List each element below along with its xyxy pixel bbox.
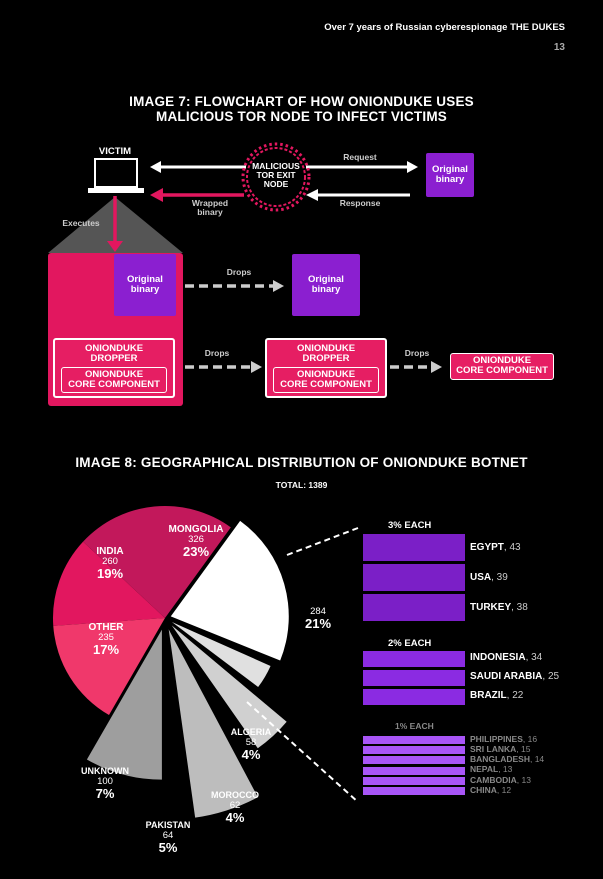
core2-l1: ONIONDUKE (296, 369, 356, 380)
country-label (470, 765, 512, 775)
orig-drop-l1: Original (308, 274, 344, 285)
drops-label-1: Drops (226, 267, 252, 277)
node-line3: NODE (263, 179, 289, 189)
slice-label-algeria: ALGERIA 58 4% (230, 727, 272, 762)
country-label (470, 786, 511, 796)
drops-label-2: Drops (204, 348, 230, 358)
core1-l1: ONIONDUKE (84, 369, 144, 380)
country-bar (363, 670, 465, 686)
orig-top-l2: binary (435, 174, 465, 185)
country-label (470, 672, 559, 683)
wrapped-line2: binary (197, 207, 223, 217)
response-label: Response (339, 198, 381, 208)
country-name: NEPAL (470, 764, 499, 775)
group-label-2pct: 2% EACH (388, 638, 432, 649)
country-label (470, 691, 523, 702)
dropper-box-dropped (265, 338, 387, 398)
country-name: CAMBODIA (470, 774, 517, 785)
node-line2: TOR EXIT (256, 170, 296, 180)
country-bar (363, 594, 465, 621)
dd1-l2: DROPPER (90, 353, 138, 364)
wrapped-binary-arrow-icon (150, 188, 163, 202)
image7-title-line1: IMAGE 7: FLOWCHART OF HOW ONIONDUKE USES (129, 94, 474, 109)
orig-inner-l2: binary (130, 284, 160, 295)
group-label-1pct: 1% EACH (395, 721, 434, 731)
country-bar (363, 534, 465, 561)
country-bar (363, 746, 465, 754)
country-bar (363, 564, 465, 591)
core3-l2: CORE COMPONENT (456, 365, 548, 376)
connector-top (287, 528, 358, 555)
country-label (470, 776, 531, 786)
country-bar (363, 651, 465, 667)
country-label (470, 572, 508, 583)
country-value: , 25 (542, 671, 560, 683)
country-value: , 22 (506, 690, 524, 702)
drops-label-3: Drops (404, 348, 430, 358)
country-value: , 34 (525, 652, 543, 664)
orig-inner-l1: Original (127, 274, 163, 285)
document-header: Over 7 years of Russian cyberespionage THE DUKES (324, 22, 565, 33)
total-label: TOTAL: 1389 (275, 480, 328, 490)
country-bar (363, 756, 465, 764)
original-binary-box-dropped (292, 254, 360, 316)
country-name: SAUDI ARABIA (470, 671, 543, 683)
core-component-final (450, 353, 554, 380)
slice-label-morocco: MOROCCO 62 4% (211, 790, 259, 825)
slice-label-unknown: UNKNOWN 100 7% (81, 766, 129, 801)
country-label (470, 735, 537, 745)
dd2-l1: ONIONDUKE (296, 343, 356, 354)
dd1-l1: ONIONDUKE (84, 343, 144, 354)
core2-l2: CORE COMPONENT (280, 379, 372, 390)
country-label (470, 653, 542, 664)
country-value: , 13 (516, 774, 531, 785)
dropper-box-inner (53, 338, 175, 398)
core-component-inner (61, 367, 167, 393)
country-value: , 15 (516, 743, 531, 754)
country-value: , 13 (498, 764, 513, 775)
country-name: EGYPT (470, 541, 504, 553)
request-arrow-icon (407, 161, 418, 173)
original-binary-box-top (426, 153, 474, 197)
orig-top-l1: Original (432, 164, 468, 175)
image8-title: IMAGE 8: GEOGRAPHICAL DISTRIBUTION OF ONIONDUKE BOTNET (75, 455, 528, 470)
country-label (470, 602, 528, 613)
malicious-node-label (246, 162, 306, 189)
slice-label-other-countries: 284 21% (304, 606, 332, 631)
wrapped-line1: Wrapped (191, 198, 229, 208)
drops-arrow-icon-1 (273, 280, 284, 292)
country-name: BRAZIL (470, 690, 507, 702)
page-number: 13 (553, 42, 565, 53)
country-label (470, 542, 521, 553)
core3-l1: ONIONDUKE (472, 355, 532, 366)
country-name: CHINA (470, 784, 497, 795)
original-binary-box-inner (114, 254, 176, 316)
response-arrow-icon (306, 189, 318, 201)
slice-label-pakistan: PAKISTAN 64 5% (145, 820, 191, 855)
country-name: PHILIPPINES (470, 733, 523, 744)
country-name: USA (470, 571, 492, 583)
country-name: INDONESIA (470, 652, 526, 664)
image7-title-line2: MALICIOUS TOR NODE TO INFECT VICTIMS (156, 109, 447, 124)
laptop-icon (95, 159, 137, 187)
country-bar (363, 736, 465, 744)
country-bar (363, 689, 465, 705)
slice-label-other: OTHER 235 17% (88, 622, 124, 657)
node-line1: MALICIOUS (252, 161, 300, 171)
core-component-dropped (273, 367, 379, 393)
drops-arrow-icon-3 (431, 361, 442, 373)
country-name: BANGLADESH (470, 754, 530, 765)
wrapped-binary-label (180, 199, 240, 217)
drops-arrow-icon-2 (251, 361, 262, 373)
country-bar (363, 787, 465, 795)
country-value: , 39 (491, 571, 508, 583)
country-value: , 38 (511, 601, 528, 613)
country-value: , 12 (496, 784, 512, 795)
group-label-3pct: 3% EACH (388, 520, 432, 531)
country-bar (363, 777, 465, 785)
country-bar (363, 767, 465, 775)
country-value: , 16 (522, 733, 538, 744)
orig-drop-l2: binary (311, 284, 341, 295)
country-label (470, 755, 544, 765)
dd2-l2: DROPPER (302, 353, 350, 364)
victim-label: VICTIM (98, 146, 132, 157)
core1-l2: CORE COMPONENT (68, 379, 160, 390)
country-value: , 43 (503, 541, 521, 553)
request-label: Request (343, 152, 377, 162)
country-label (470, 745, 530, 755)
country-value: , 14 (529, 754, 545, 765)
executes-label: Executes (62, 218, 100, 228)
country-name: TURKEY (470, 601, 512, 613)
slice-label-mongolia: MONGOLIA 326 23% (168, 524, 224, 559)
slice-label-india: INDIA 260 19% (96, 546, 124, 581)
laptop-base-icon (88, 188, 144, 193)
country-name: SRI LANKA (470, 743, 517, 754)
